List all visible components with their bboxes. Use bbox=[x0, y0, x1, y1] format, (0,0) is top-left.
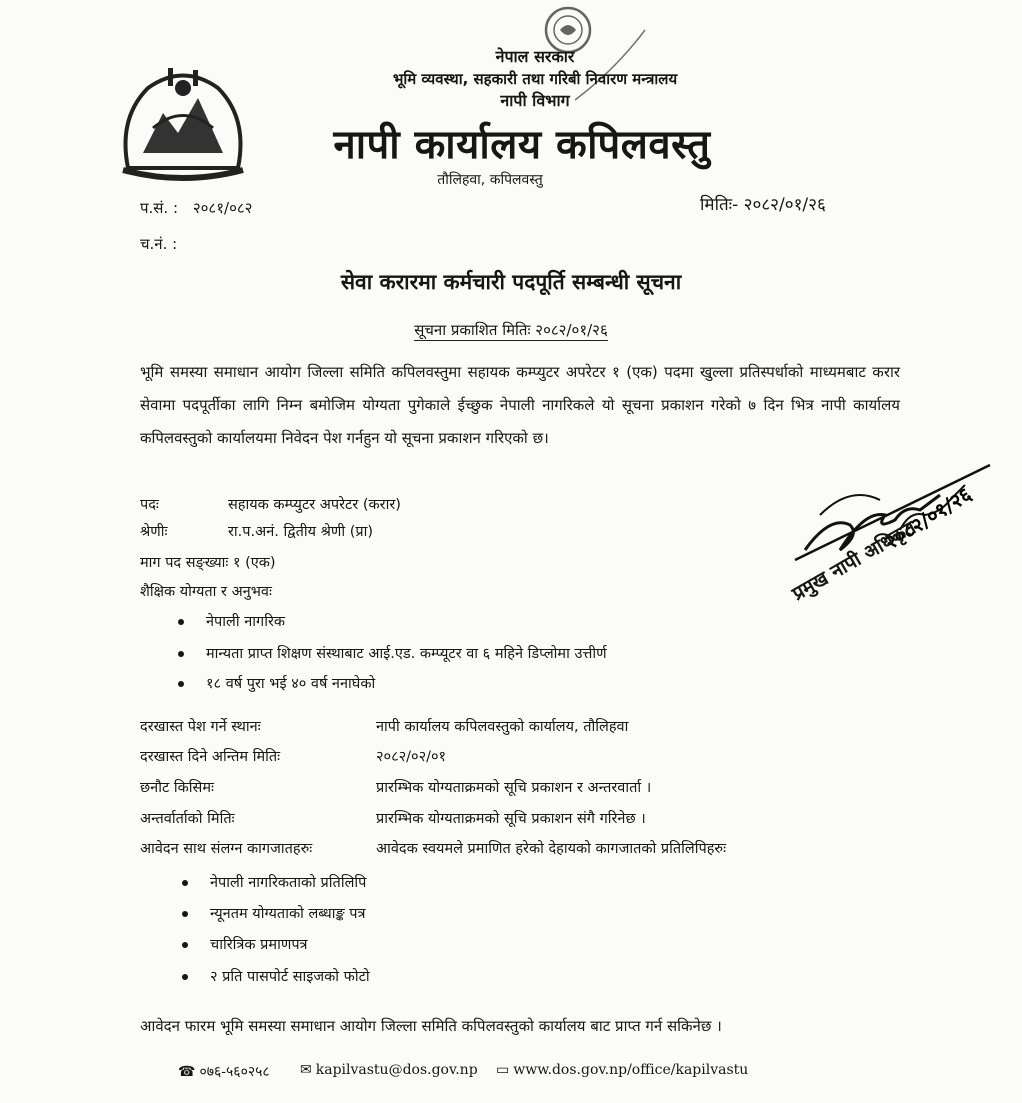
selection-label: छनौट किसिमः bbox=[140, 780, 214, 796]
signature-date: २०८२/०१/२६ bbox=[879, 482, 976, 555]
bullet-icon bbox=[178, 681, 184, 687]
list-item bbox=[182, 966, 370, 986]
documents-label: आवेदन साथ संलग्न कागजातहरुः bbox=[140, 841, 313, 857]
documents-row bbox=[140, 838, 727, 858]
dispatch-label: च.नं. : bbox=[140, 235, 178, 253]
interview-label: अन्तर्वार्ताको मितिः bbox=[140, 811, 235, 827]
post-label: पदः bbox=[140, 497, 159, 513]
bullet-icon bbox=[178, 619, 184, 625]
phone-number: ०७६-५६०२५८ bbox=[199, 1064, 270, 1080]
post-row bbox=[140, 494, 401, 514]
email-address[interactable]: kapilvastu@dos.gov.np bbox=[315, 1062, 478, 1078]
website-url[interactable]: www.dos.gov.np/office/kapilvastu bbox=[513, 1062, 749, 1078]
application-place-row bbox=[140, 716, 629, 736]
published-date bbox=[0, 320, 1022, 340]
department-name: नापी विभाग bbox=[500, 91, 570, 110]
post-count bbox=[140, 552, 276, 572]
notice-title: सेवा करारमा कर्मचारी पदपूर्ति सम्बन्धी सूचना bbox=[340, 270, 682, 294]
phone-icon: ☎ bbox=[178, 1064, 196, 1080]
documents-value: आवेदक स्वयमले प्रमाणित हरेको देहायको कागजातको प्रतिलिपिहरुः bbox=[376, 841, 727, 857]
published-text: सूचना प्रकाशित मितिः २०८२/०१/२६ bbox=[414, 321, 608, 339]
bullet-icon bbox=[178, 651, 184, 657]
list-item bbox=[178, 643, 607, 663]
ministry-name: भूमि व्यवस्था, सहकारी तथा गरिबी निवारण मन्त्रालय bbox=[392, 70, 678, 88]
date-label: मितिः- bbox=[700, 195, 739, 215]
gov-name: नेपाल सरकार bbox=[495, 47, 575, 66]
letter-date bbox=[700, 192, 826, 215]
interview-value: प्रारम्भिक योग्यताक्रमको सूचि प्रकाशन संगै गरिनेछ । bbox=[376, 811, 646, 827]
list-item bbox=[178, 611, 285, 631]
ref-value: २०८१/०८२ bbox=[192, 199, 253, 217]
list-item-text: १८ वर्ष पुरा भई ४० वर्ष ननाघेको bbox=[206, 676, 376, 692]
ministry-header bbox=[300, 46, 770, 112]
list-item-text: मान्यता प्राप्त शिक्षण संस्थाबाट आई.एड. कम्प्यूटर वा ६ महिने डिप्लोमा उत्तीर्ण bbox=[206, 646, 607, 662]
list-item bbox=[178, 673, 375, 693]
nepal-emblem-icon bbox=[108, 58, 258, 186]
selection-row bbox=[140, 777, 652, 797]
notice-paragraph: भूमि समस्या समाधान आयोग जिल्ला समिति कपिलवस्तुमा सहायक कम्प्युटर अपरेटर १ (एक) पदमा खुल्ला प्रतिस्पर्धाको माध्यमबाट करार सेवामा पदपूर्तीका लागि निम्न बमोजिम योग्यता पुगेकाले ईच्छुक नेपाली नागरिकले यो सूचना प्रकाशन गरेको ७ दिन भित्र नापी कार्यालय कपिलवस्तुको कार्यालयमा निवेदन पेश गर्नहुन यो सूचना प्रकाशन गरिएको छ। bbox=[140, 363, 900, 447]
computer-icon: ▭ bbox=[496, 1062, 510, 1078]
post-value: सहायक कम्प्युटर अपरेटर (करार) bbox=[228, 497, 401, 513]
office-address: तौलिहवा, कपिलवस्तु bbox=[437, 172, 543, 188]
list-item bbox=[182, 903, 366, 923]
phone-contact bbox=[178, 1062, 270, 1081]
list-item-text: न्यूनतम योग्यताको लब्धाङ्क पत्र bbox=[210, 906, 366, 922]
place-label: दरखास्त पेश गर्ने स्थानः bbox=[140, 719, 261, 735]
selection-value: प्रारम्भिक योग्यताक्रमको सूचि प्रकाशन र अन्तरवार्ता । bbox=[376, 780, 652, 796]
bullet-icon bbox=[182, 974, 188, 980]
list-item bbox=[182, 934, 308, 954]
list-item-text: २ प्रति पासपोर्ट साइजको फोटो bbox=[210, 969, 370, 985]
bullet-icon bbox=[182, 880, 188, 886]
date-value: २०८२/०१/२६ bbox=[743, 195, 826, 215]
qualification-heading bbox=[140, 581, 272, 601]
list-item-text: नेपाली नागरिक bbox=[206, 614, 286, 630]
class-value: रा.प.अनं. द्वितीय श्रेणी (प्रा) bbox=[228, 524, 374, 540]
class-label: श्रेणीः bbox=[140, 524, 168, 540]
mail-icon: ✉ bbox=[300, 1062, 312, 1078]
qualification-label: शैक्षिक योग्यता र अनुभवः bbox=[140, 584, 272, 600]
place-value: नापी कार्यालय कपिलवस्तुको कार्यालय, तौलिहवा bbox=[376, 719, 629, 735]
email-contact[interactable] bbox=[300, 1062, 478, 1078]
ref-label: प.सं. : bbox=[140, 199, 179, 217]
list-item-text: नेपाली नागरिकताको प्रतिलिपि bbox=[210, 875, 367, 891]
deadline-value: २०८२/०२/०१ bbox=[376, 749, 447, 765]
dispatch-number bbox=[140, 234, 177, 254]
signatory-title: प्रमुख नापी अधिकृत bbox=[788, 516, 920, 606]
deadline-label: दरखास्त दिने अन्तिम मितिः bbox=[140, 749, 281, 765]
interview-row bbox=[140, 808, 646, 828]
deadline-row bbox=[140, 746, 447, 766]
bullet-icon bbox=[182, 942, 188, 948]
reference-number bbox=[140, 198, 252, 218]
office-title: नापी कार्यालय कपिलवस्तु bbox=[333, 122, 711, 168]
list-item bbox=[182, 872, 366, 892]
bullet-icon bbox=[182, 911, 188, 917]
application-form-note: आवेदन फारम भूमि समस्या समाधान आयोग जिल्ला समिति कपिलवस्तुको कार्यालय बाट प्राप्त गर्न सकिनेछ । bbox=[140, 1017, 722, 1035]
class-row bbox=[140, 521, 374, 541]
website-contact[interactable] bbox=[496, 1062, 748, 1078]
post-count-text: माग पद सङ्ख्याः १ (एक) bbox=[140, 555, 276, 571]
list-item-text: चारित्रिक प्रमाणपत्र bbox=[210, 937, 308, 953]
